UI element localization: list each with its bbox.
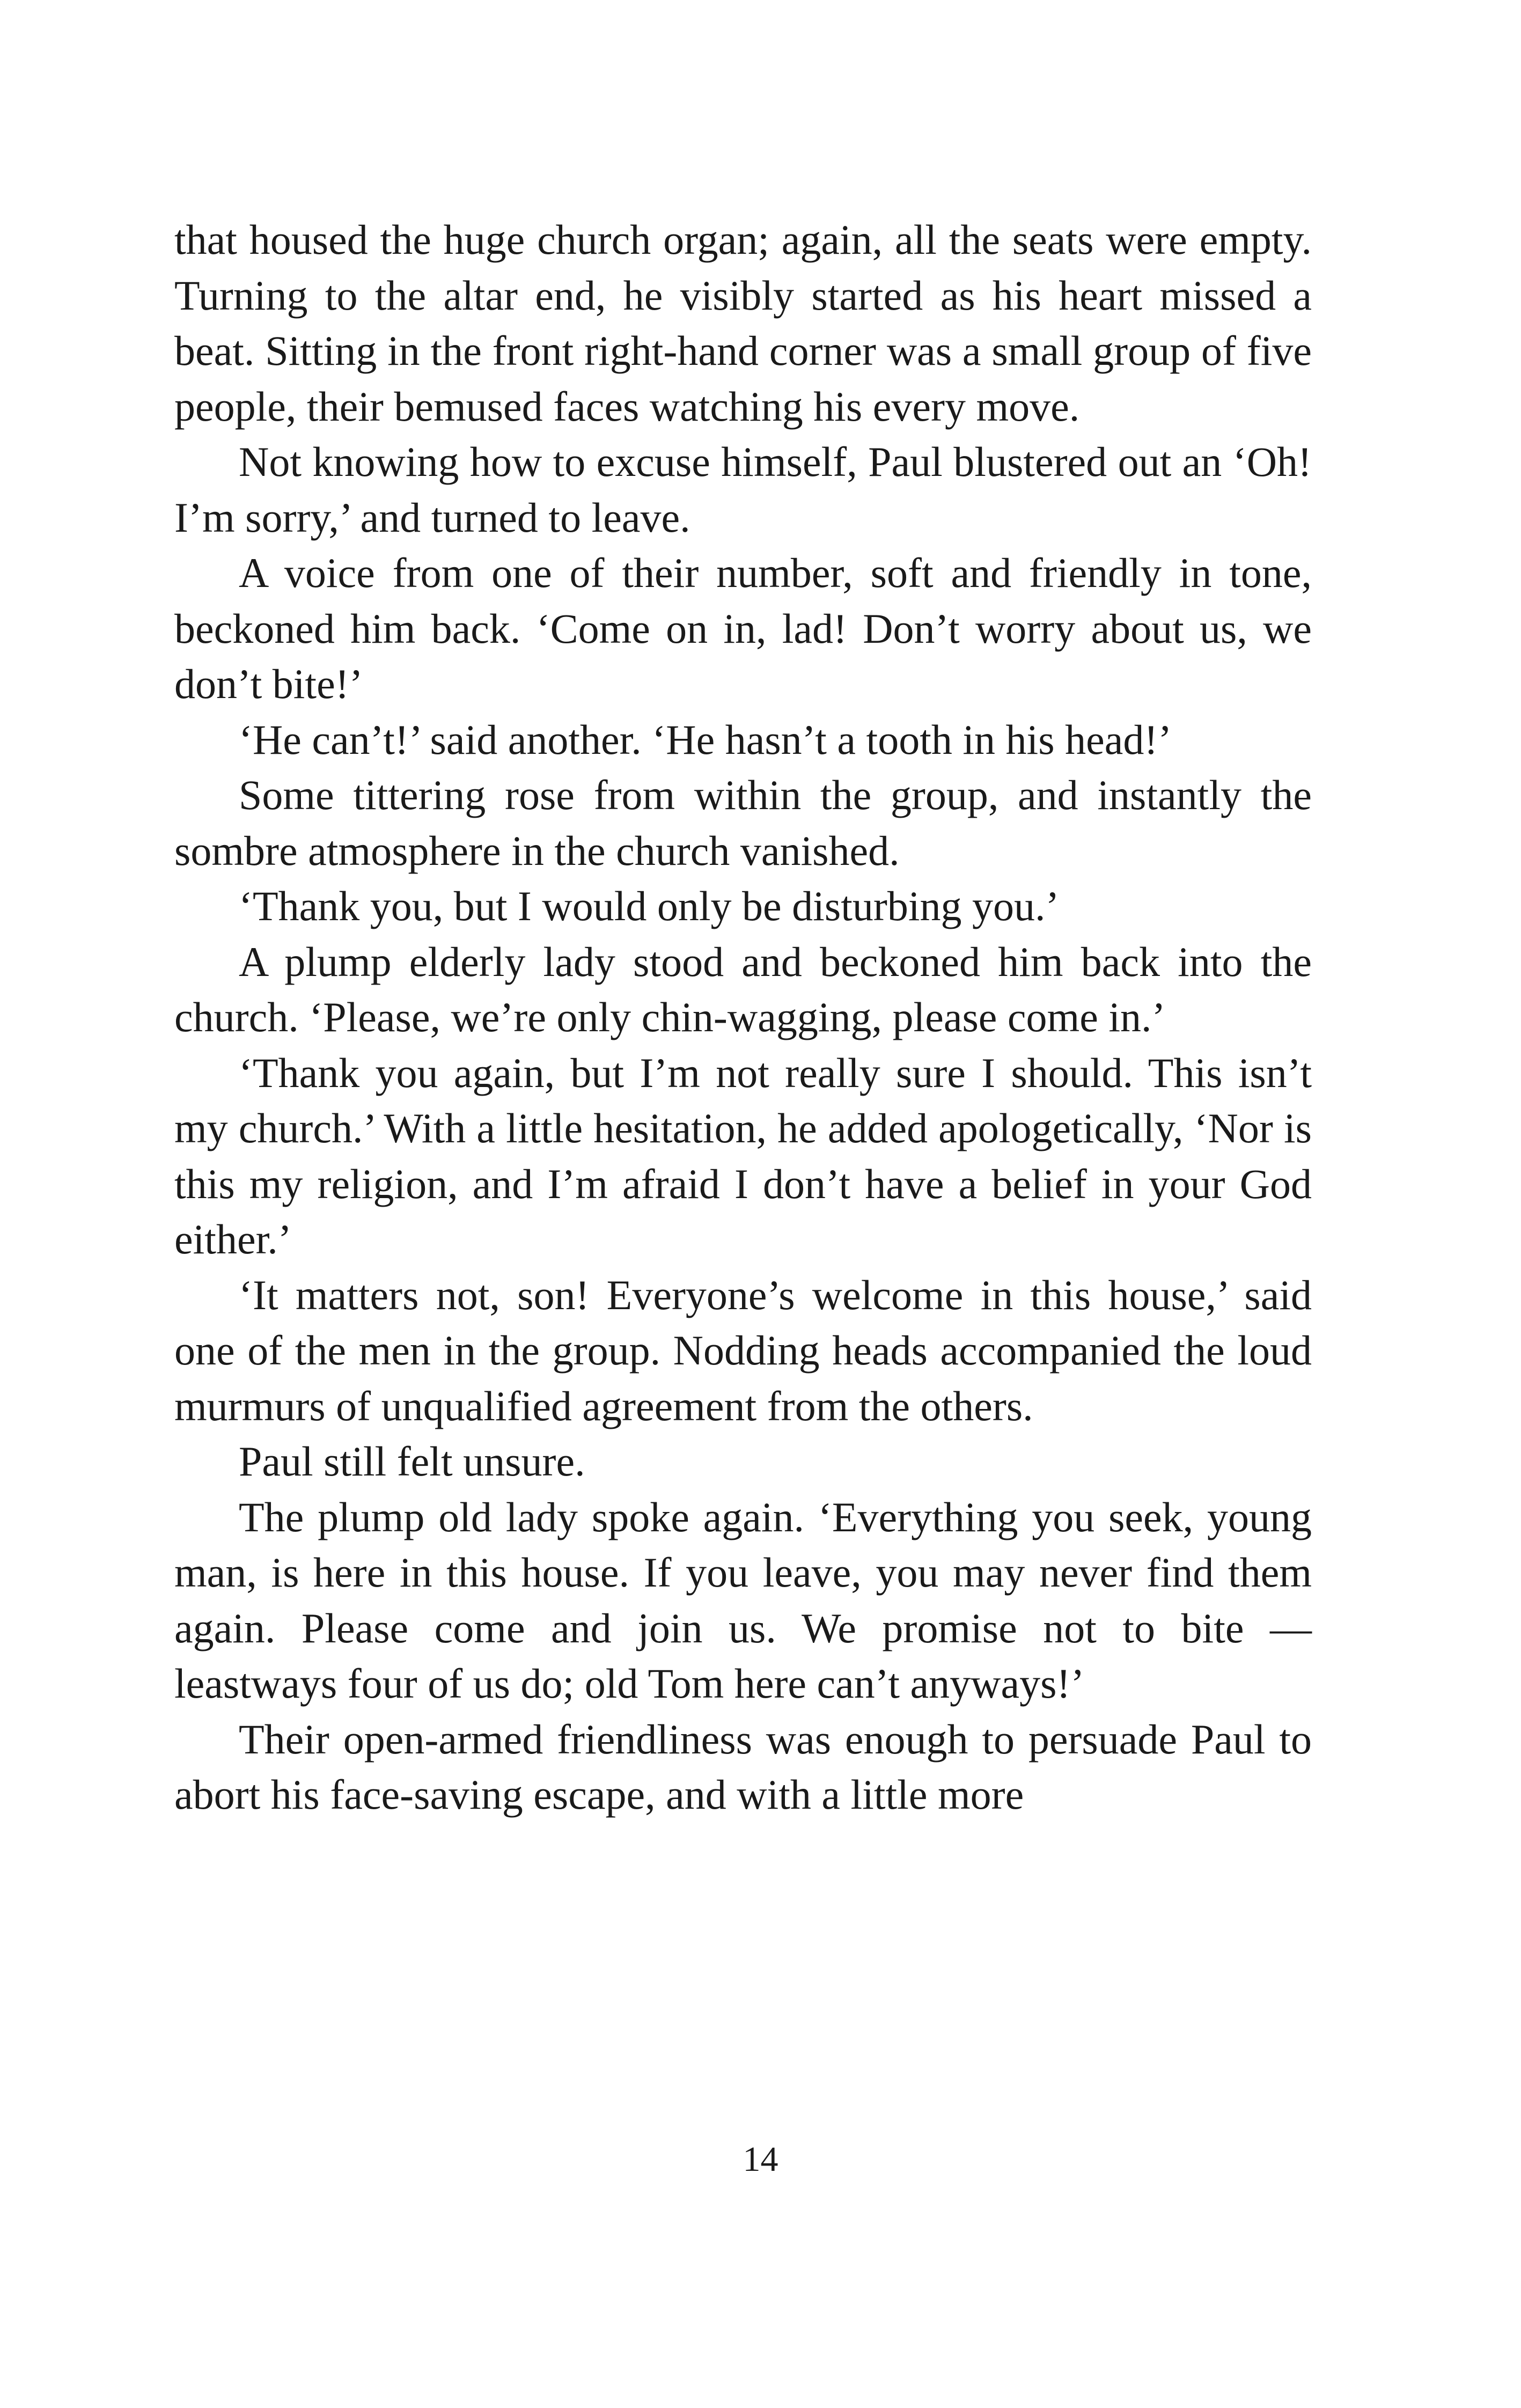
page-number: 14 xyxy=(743,2140,778,2179)
body-text xyxy=(174,212,1312,1823)
paragraph: ‘It matters not, son! Everyone’s welcome in this house,’ said one of the men in the group. Nodding heads accompanied the loud murmurs of unqualified agreement from the others. xyxy=(174,1271,1312,1429)
paragraph: ‘Thank you again, but I’m not really sure I should. This isn’t my church.’ With a little hesitation, he added apologetically, ‘Nor is this my religion, and I’m afraid I don’t have a belief in your God either.’ xyxy=(174,1049,1312,1262)
paragraph: ‘Thank you, but I would only be disturbing you.’ xyxy=(239,883,1060,929)
paragraph: A plump elderly lady stood and beckoned him back into the church. ‘Please, we’re only chin-wagging, please come in.’ xyxy=(174,938,1312,1040)
paragraph: Paul still felt unsure. xyxy=(239,1438,585,1485)
paragraph: The plump old lady spoke again. ‘Everything you seek, young man, is here in this house. If you leave, you may never find them again. Please come and join us. We promise not to bite — leastways four of us do; old Tom here can’t anyways!’ xyxy=(174,1493,1312,1707)
paragraph: Some tittering rose from within the group, and instantly the sombre atmosphere in the church vanished. xyxy=(174,772,1312,874)
paragraph-continuation: that housed the huge church organ; again, all the seats were empty. Turning to the altar end, he visibly started as his heart missed a beat. Sitting in the front right-hand corner was a small group of five people, their bemused faces watching his every move. xyxy=(174,216,1312,430)
paragraph: Their open-armed friendliness was enough to persuade Paul to abort his face-saving escape, and with a little more xyxy=(174,1715,1312,1818)
paragraph: Not knowing how to excuse himself, Paul blustered out an ‘Oh! I’m sorry,’ and turned to leave. xyxy=(174,438,1312,541)
paragraph: ‘He can’t!’ said another. ‘He hasn’t a tooth in his head!’ xyxy=(239,716,1172,763)
paragraph: A voice from one of their number, soft and friendly in tone, beckoned him back. ‘Come on in, lad! Don’t worry about us, we don’t bite!’ xyxy=(174,549,1312,707)
